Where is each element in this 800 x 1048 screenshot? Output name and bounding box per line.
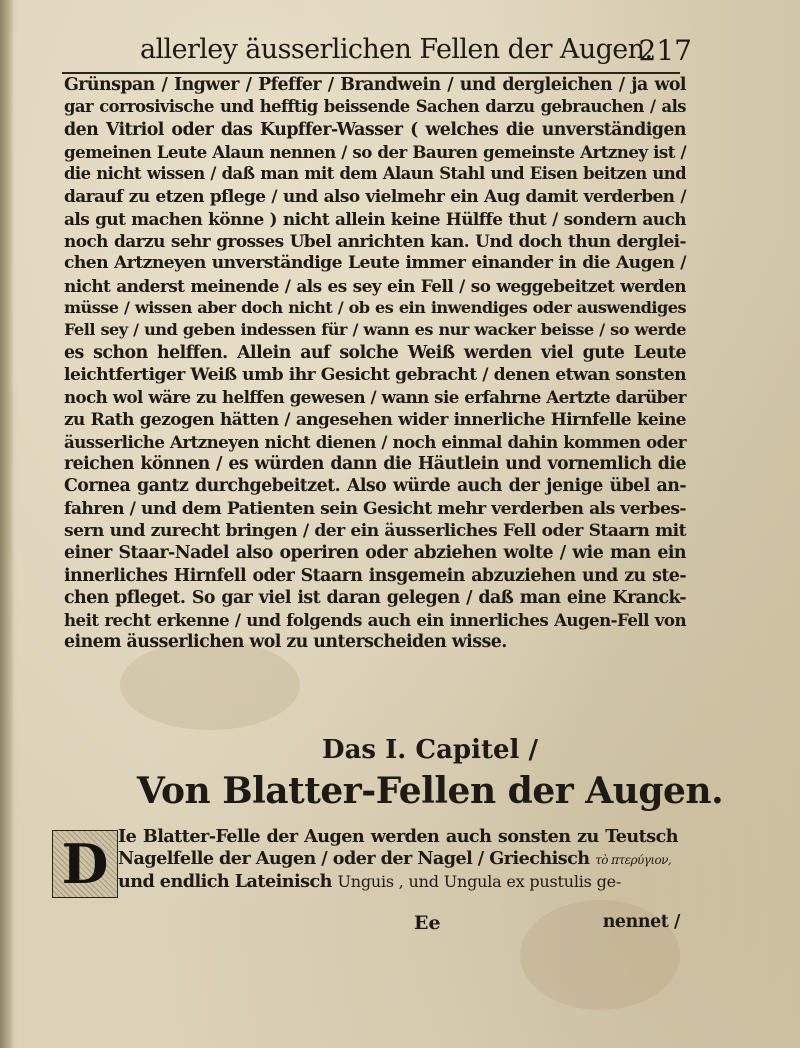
text-line: äusserliche Artzneyen nicht dienen / noch einmal dahin kommen oder <box>64 431 686 452</box>
text-line: darauf zu etzen pflege / und also vielmehr ein Aug damit verderben / <box>64 186 686 207</box>
text-line: fahren / und dem Patienten sein Gesicht mehr verderben als verbes- <box>64 498 686 519</box>
signature-mark: Ee <box>414 912 441 934</box>
chapter-line-text: Nagelfelle der Augen / oder der Nagel / Griechisch <box>118 848 590 870</box>
decorated-initial <box>52 830 118 898</box>
chapter-label: Das I. Capitel / <box>322 735 538 765</box>
catchword: nennet / <box>602 912 680 932</box>
running-head: allerley äusserlichen Fellen der Augen. <box>140 34 653 65</box>
text-line: einem äusserlichen wol zu unterscheiden wisse. <box>64 632 507 653</box>
text-line: Grünspan / Ingwer / Pfeffer / Brandwein / und dergleichen / ja wol <box>64 75 686 95</box>
chapter-line: Ie Blatter-Felle der Augen werden auch sonsten zu Teutsch <box>118 826 678 847</box>
text-line: zu Rath gezogen hätten / angesehen wider innerliche Hirnfelle keine <box>64 409 686 430</box>
text-line: den Vitriol oder das Kupffer-Wasser ( welches die unverständigen <box>64 119 686 140</box>
text-line: heit recht erkenne / und folgends auch ein innerliches Augen-Fell von <box>64 610 686 631</box>
greek-term: τὸ πτερύγιον, <box>595 853 672 868</box>
main-text-block <box>64 74 686 654</box>
initial-letter: D <box>61 832 109 896</box>
chapter-line <box>118 848 678 870</box>
text-line: einer Staar-Nadel also operiren oder abziehen wolte / wie man ein <box>64 543 686 564</box>
text-line: gemeinen Leute Alaun nennen / so der Bauren gemeinste Artzney ist / <box>64 141 686 162</box>
chapter-title: Von Blatter-Fellen der Augen. <box>136 770 724 812</box>
text-line: gar corrosivische und hefftig beissende Sachen darzu gebrauchen / als <box>64 97 686 117</box>
text-line: es schon helffen. Allein auf solche Weiß werden viel gute Leute <box>64 342 686 363</box>
text-line: chen Artzneyen unverständige Leute immer einander in die Augen / <box>64 253 686 274</box>
page-gutter <box>0 0 14 1048</box>
chapter-text-block <box>118 826 678 893</box>
chapter-line <box>118 871 678 893</box>
text-line: Cornea gantz durchgebeitzet. Also würde auch der jenige übel an- <box>64 476 686 497</box>
chapter-line-text: und endlich Lateinisch <box>118 870 332 892</box>
text-line: reichen können / es würden dann die Häutlein und vornemlich die <box>64 454 686 475</box>
text-line: als gut machen könne ) nicht allein keine Hülffe thut / sondern auch <box>64 208 686 229</box>
latin-term: Unguis , und Ungula ex pustulis ge- <box>337 871 622 891</box>
text-line: müsse / wissen aber doch nicht / ob es ein inwendiges oder auswendiges <box>64 297 686 317</box>
text-line: nicht anderst meinende / als es sey ein Fell / so weggebeitzet werden <box>64 275 686 296</box>
text-line: leichtfertiger Weiß umb ihr Gesicht gebracht / denen etwan sonsten <box>64 364 686 385</box>
page-number: 217 <box>638 34 692 67</box>
text-line: noch darzu sehr grosses Ubel anrichten kan. Und doch thun derglei- <box>64 231 686 252</box>
text-line: innerliches Hirnfell oder Staarn insgemein abzuziehen und zu ste- <box>64 565 686 586</box>
text-line: sern und zurecht bringen / der ein äusserliches Fell oder Staarn mit <box>64 520 686 541</box>
text-line: noch wol wäre zu helffen gewesen / wann sie erfahrne Aertzte darüber <box>64 387 686 408</box>
text-line: chen pfleget. So gar viel ist daran gelegen / daß man eine Kranck- <box>64 587 686 608</box>
text-line: Fell sey / und geben indessen für / wann es nur wacker beisse / so werde <box>64 320 686 340</box>
page-header <box>140 30 700 74</box>
text-line: die nicht wissen / daß man mit dem Alaun Stahl und Eisen beitzen und <box>64 164 686 184</box>
